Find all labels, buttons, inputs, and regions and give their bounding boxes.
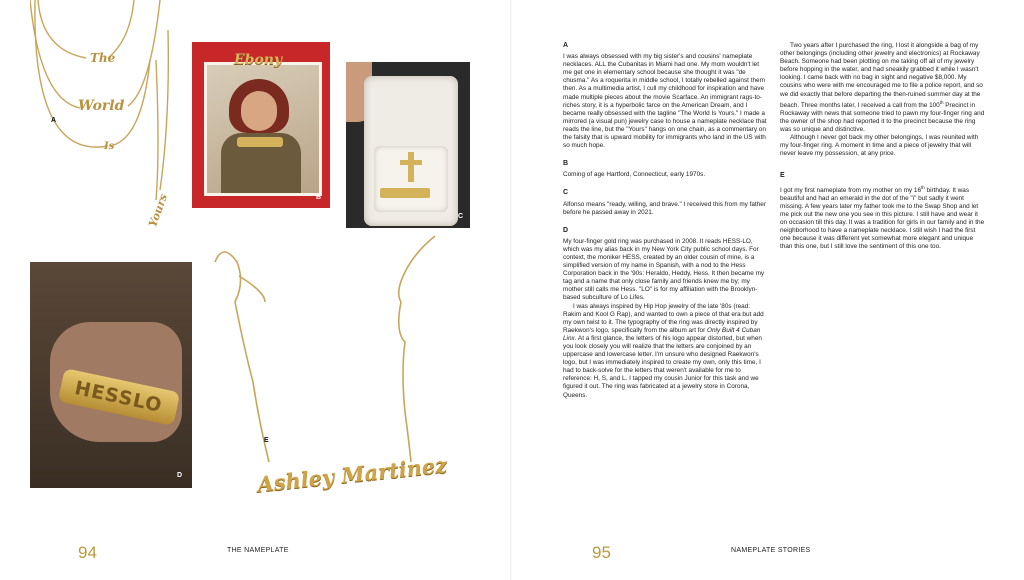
section-d-label: D: [563, 226, 569, 234]
section-e-text: [780, 184, 986, 252]
photo-e-nameplate-text: Ashley Martinez: [256, 452, 449, 497]
section-b-label: B: [563, 160, 569, 168]
photo-c-box: [364, 76, 458, 226]
section-a-label: A: [563, 42, 569, 49]
section-e-end: birthday. It was beautiful and had an emerald in the dot of the "i" but sadly it went missing. A few years later my father took me to the Swap Shop and let me pick out the new one you see in this picture. I still have and wear it on occasion till this day. It was a tradition for girls in our family and in the neighborhood to have a nameplate necklace. I still wish I had the first one because it was different yet somewhat more elegant and unique than this one, but I still love the sentiment of this one too.: [780, 186, 985, 251]
section-d-p3-start: Two years after I purchased the ring, I lost it alongside a bag of my other belongings (including other jewelry and electronics) at Rockaway Beach. Someone had been plotting on me taking off all of my jewelry before hopping in the water, and had sneakily grabbed it while I wasn't looking. I came back with no bag in sight and negative $8,000. My cousins who were with me encouraged me to file a police report, and so we did exactly that before departing the then-ruined summer day at the beach. Three months later, I received a call from the 100: [780, 42, 983, 109]
svg-text:Yours: Yours: [146, 192, 171, 229]
svg-text:Is: Is: [104, 141, 115, 152]
section-e-start: I got my first nameplate from my mother on my 16: [780, 186, 921, 194]
section-d-paragraph-1: My four-finger gold ring was purchased in 2008. It reads HESS-LO, which was my alias back in my New York City public school days. For context, the moniker HESS, created by an older cousin of mine, is a simplified version of my name in Spanish, with a nod to the Hess Corporation back in the '90s: Heraldo, Heddy, Hess. It then became my tag and a name that only close family and friends knew me by; my mother still calls me Hess. "LO" is for my affiliation with the Brooklyn-based subculture of Lo Lifes.: [563, 237, 765, 302]
album-title: Only Built 4 Cuban Linx: [563, 326, 761, 342]
photo-c-nameplate: [380, 188, 430, 198]
section-c-text: Alfonso means "ready, willing, and brave." I received this from my father before he passed away in 2021.: [563, 200, 766, 216]
section-c-label: C: [563, 189, 569, 197]
section-d-paragraph-2-part-1: [563, 303, 768, 400]
running-head-left: THE NAMEPLATE: [227, 547, 289, 554]
photo-b-print: [204, 62, 322, 196]
photo-c-jewelry-box: [346, 62, 470, 228]
figure-label-b: B: [316, 194, 322, 201]
page-number-right: 95: [592, 543, 611, 562]
right-page: [512, 0, 1024, 580]
section-d-p3-end: Precinct in Rockaway with news that someone tried to pawn my four-finger ring and the owner of the shop had reported it to the precinct because the ring was so unique and distinctive.: [780, 101, 985, 134]
section-d-paragraph-3: [780, 42, 986, 134]
running-head-right: NAMEPLATE STORIES: [731, 547, 811, 554]
section-e-label: E: [780, 172, 785, 180]
text-column-1: [563, 42, 768, 400]
section-b-text: Coming of age Hartford, Connecticut, early 1970s.: [563, 171, 706, 179]
ordinal-th: th: [939, 99, 944, 105]
section-d-paragraph-4: Although I never got back my other belongings, I was reunited with my four-finger ring. A moment in time and a piece of jewelry that will never leave my possession, at any price.: [780, 134, 979, 158]
section-a-text: I was always obsessed with my big sister's and cousins' nameplate necklaces. ALL the Cubanitas in Miami had one. My mom wouldn't let me get one in elementary school because she thought it was "de chusma." As a roquerita in middle school, I totally rebelled against them then. As a multimedia artist, I cull my childhood for inspiration and have made multiple pieces about the movie Scarface. An immigrant rags-to-riches story, it is a hyperbolic farce on the American Dream, and I became really obsessed with the tagline "The World Is Yours." I made a mirrored (a visual pun) jewelry case to house a nameplate necklace that reads the line, but the "Yours" hangs on one chain, as a commentary on the falsity that is upward mobility for immigrants who land in the US with so much hope.: [563, 53, 767, 150]
page-number-left: 94: [78, 543, 97, 562]
svg-text:The: The: [90, 51, 116, 65]
photo-c-cross-bar: [400, 160, 422, 165]
svg-text:World: World: [78, 98, 125, 114]
section-d-p2-start: I was always inspired by Hip Hop jewelry of the late '80s (read: Rakim and Kool G Rap), and wanted to own a piece of that era but add my own twist to it. The typography of the ring was directly inspired by Raekwon's logo, specifically from the album art for: [563, 302, 764, 334]
ordinal-th-e: th: [921, 184, 925, 190]
figure-label-c: C: [458, 213, 464, 220]
section-d-p2-end: . At a first glance, the letters of his logo appear distorted, but when you look closely you will realize that the letters are conjoined by an uppercase and lowercase letter. I'm unsure who designed Raekwon's logo, but I was immediately inspired to create my own, only this time, I had to back-solve for the letters that weren't available for me to reference: H, S, and L. I tapped my cousin Junior for this task and we figured it out. The ring was fabricated at a jewelry store in Corona, Queens.: [563, 334, 762, 399]
figure-label-a: A: [51, 117, 57, 124]
figure-label-d: D: [177, 472, 183, 479]
photo-b-face: [241, 91, 277, 131]
photo-b-necklace-plate: [237, 137, 283, 147]
photo-c-cross: [408, 152, 414, 182]
photo-e-name-necklace: [205, 232, 450, 522]
photo-d-ring-text: HESSLO: [72, 376, 165, 418]
photo-b-vintage-portrait: [192, 42, 330, 208]
figure-label-e: E: [264, 437, 269, 444]
text-column-2-continued: [780, 42, 986, 251]
photo-b-nameplate-title: Ebony: [234, 52, 283, 68]
photo-d-four-finger-ring: [30, 262, 192, 488]
